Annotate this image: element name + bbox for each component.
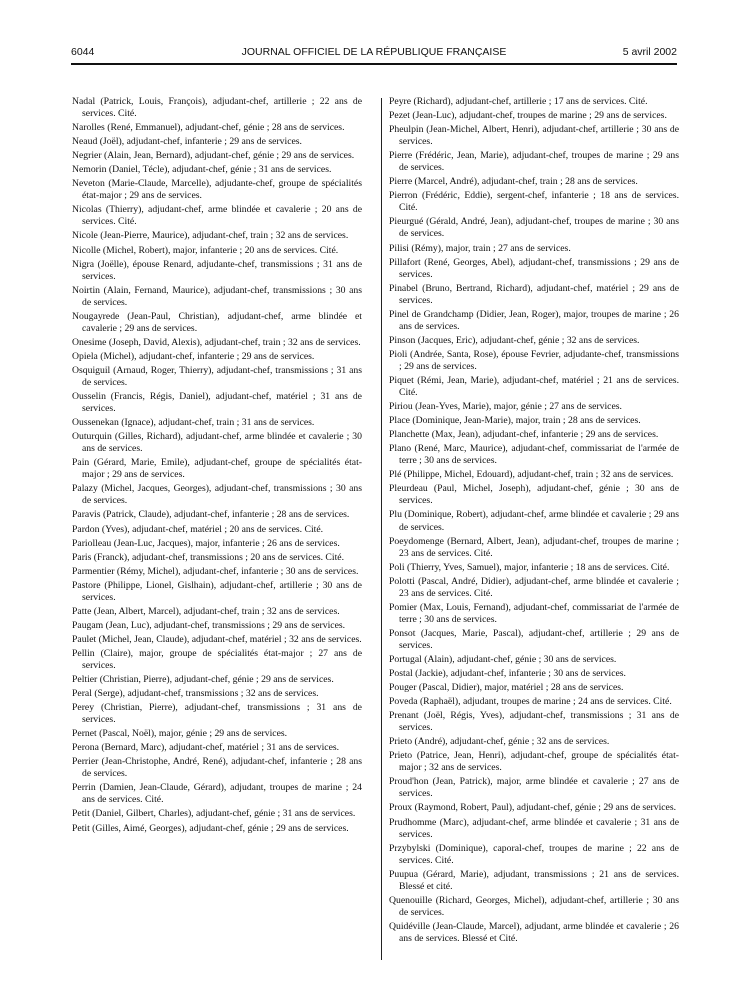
right-column — [389, 96, 679, 947]
list-entry: Oussenekan (Ignace), adjudant-chef, train ; 31 ans de services. — [72, 417, 315, 429]
list-entry: Pioli (Andrée, Santa, Rose), épouse Fevrier, adjudante-chef, transmissions ; 29 ans de services. — [389, 348, 679, 372]
list-entry: Quenouille (Richard, Georges, Michel), adjudant-chef, artillerie ; 30 ans de services. — [389, 894, 679, 918]
column-divider — [381, 98, 382, 960]
list-entry: Quidéville (Jean-Claude, Marcel), adjudant, arme blindée et cavalerie ; 26 ans de services. Blessé et Cité. — [389, 920, 679, 944]
list-entry: Peyre (Richard), adjudant-chef, artillerie ; 17 ans de services. Cité. — [389, 96, 648, 107]
list-entry: Planchette (Max, Jean), adjudant-chef, infanterie ; 29 ans de services. — [389, 429, 659, 441]
list-entry: Pleurdeau (Paul, Michel, Joseph), adjudant-chef, génie ; 30 ans de services. — [389, 483, 679, 507]
list-entry: Pouger (Pascal, Didier), major, matériel ; 28 ans de services. — [389, 682, 624, 694]
list-entry: Nicole (Jean-Pierre, Maurice), adjudant-chef, train ; 32 ans de services. — [72, 230, 349, 242]
list-entry: Peral (Serge), adjudant-chef, transmissions ; 32 ans de services. — [72, 688, 319, 700]
list-entry: Pierre (Frédéric, Jean, Marie), adjudant-chef, troupes de marine ; 29 ans de services. — [389, 150, 679, 174]
list-entry: Pieurgué (Gérald, André, Jean), adjudant-chef, troupes de marine ; 30 ans de services. — [389, 216, 679, 240]
list-entry: Paugam (Jean, Luc), adjudant-chef, transmissions ; 29 ans de services. — [72, 619, 346, 631]
list-entry: Peltier (Christian, Pierre), adjudant-chef, génie ; 29 ans de services. — [72, 674, 334, 686]
list-entry: Pardon (Yves), adjudant-chef, matériel ; 20 ans de services. Cité. — [72, 523, 324, 535]
left-column — [72, 96, 362, 837]
list-entry: Polotti (Pascal, André, Didier), adjudant-chef, arme blindée et cavalerie ; 23 ans de services. Cité. — [389, 575, 679, 599]
list-entry: Pellin (Claire), major, groupe de spécialités état-major ; 27 ans de services. — [72, 647, 362, 671]
list-entry: Nigra (Joëlle), épouse Renard, adjudante-chef, transmissions ; 31 ans de services. — [72, 258, 362, 282]
list-entry: Poli (Thierry, Yves, Samuel), major, infanterie ; 18 ans de services. Cité. — [389, 561, 670, 573]
list-entry: Piriou (Jean-Yves, Marie), major, génie ; 27 ans de services. — [389, 401, 622, 413]
list-entry: Proux (Raymond, Robert, Paul), adjudant-chef, génie ; 29 ans de services. — [389, 802, 677, 814]
list-entry: Petit (Gilles, Aimé, Georges), adjudant-chef, génie ; 29 ans de services. — [72, 822, 349, 834]
list-entry: Pierre (Marcel, André), adjudant-chef, train ; 28 ans de services. — [389, 176, 638, 188]
list-entry: Perona (Bernard, Marc), adjudant-chef, matériel ; 31 ans de services. — [72, 742, 340, 754]
list-entry: Paris (Franck), adjudant-chef, transmissions ; 20 ans de services. Cité. — [72, 551, 344, 563]
list-entry: Nemorin (Daniel, Técle), adjudant-chef, génie ; 31 ans de services. — [72, 164, 332, 176]
list-entry: Pinson (Jacques, Eric), adjudant-chef, génie ; 32 ans de services. — [389, 334, 640, 346]
list-entry: Narolles (René, Emmanuel), adjudant-chef, génie ; 28 ans de services. — [72, 122, 345, 134]
list-entry: Pastore (Philippe, Lionel, Gislhain), adjudant-chef, artillerie ; 30 ans de services. — [72, 579, 362, 603]
list-entry: Prudhomme (Marc), adjudant-chef, arme blindée et cavalerie ; 31 ans de services. — [389, 816, 679, 840]
list-entry: Pillafort (René, Georges, Abel), adjudant-chef, transmissions ; 29 ans de services. — [389, 256, 679, 280]
list-entry: Neveton (Marie-Claude, Marcelle), adjudante-chef, groupe de spécialités état-major ; 29 ans de services. — [72, 178, 362, 202]
list-entry: Prieto (André), adjudant-chef, génie ; 32 ans de services. — [389, 736, 610, 748]
list-entry: Paravis (Patrick, Claude), adjudant-chef, infanterie ; 28 ans de services. — [72, 509, 350, 521]
list-entry: Petit (Daniel, Gilbert, Charles), adjudant-chef, génie ; 31 ans de services. — [72, 808, 356, 820]
page-number: 6044 — [71, 46, 95, 58]
list-entry: Perey (Christian, Pierre), adjudant-chef, transmissions ; 31 ans de services. — [72, 702, 362, 726]
list-entry: Prenant (Joël, Régis, Yves), adjudant-chef, transmissions ; 31 ans de services. — [389, 710, 679, 734]
list-entry: Neaud (Joël), adjudant-chef, infanterie ; 29 ans de services. — [72, 136, 302, 148]
journal-title: JOURNAL OFFICIEL DE LA RÉPUBLIQUE FRANÇAISE — [241, 46, 507, 58]
list-entry: Nicolas (Thierry), adjudant-chef, arme blindée et cavalerie ; 20 ans de services. Cité. — [72, 204, 362, 228]
list-entry: Przybylski (Dominique), caporal-chef, troupes de marine ; 22 ans de services. Cité. — [389, 842, 679, 866]
list-entry: Plano (René, Marc, Maurice), adjudant-chef, commissariat de l'armée de terre ; 30 ans de services. — [389, 443, 679, 467]
list-entry: Patte (Jean, Albert, Marcel), adjudant-chef, train ; 32 ans de services. — [72, 605, 340, 617]
list-entry: Pilisi (Rémy), major, train ; 27 ans de services. — [389, 242, 571, 254]
page-header — [71, 46, 677, 62]
list-entry: Nadal (Patrick, Louis, François), adjudant-chef, artillerie ; 22 ans de services. Cité. — [72, 96, 362, 120]
list-entry: Postal (Jackie), adjudant-chef, infanterie ; 30 ans de services. — [389, 668, 626, 680]
list-entry: Pain (Gérard, Marie, Emile), adjudant-chef, groupe de spécialités état-major ; 29 ans de services. — [72, 457, 362, 481]
list-entry: Pierron (Frédéric, Eddie), sergent-chef, infanterie ; 18 ans de services. Cité. — [389, 190, 679, 214]
list-entry: Pariolleau (Jean-Luc, Jacques), major, infanterie ; 26 ans de services. — [72, 537, 340, 549]
header-rule — [71, 63, 677, 65]
list-entry: Plu (Dominique, Robert), adjudant-chef, arme blindée et cavalerie ; 29 ans de services. — [389, 509, 679, 533]
list-entry: Negrier (Alain, Jean, Bernard), adjudant-chef, génie ; 29 ans de services. — [72, 150, 355, 162]
list-entry: Nougayrede (Jean-Paul, Christian), adjudant-chef, arme blindée et cavalerie ; 29 ans de services. — [72, 310, 362, 334]
list-entry: Perrin (Damien, Jean-Claude, Gérard), adjudant, troupes de marine ; 24 ans de services. Cité. — [72, 782, 362, 806]
list-entry: Poeydomenge (Bernard, Albert, Jean), adjudant-chef, troupes de marine ; 23 ans de services. Cité. — [389, 535, 679, 559]
list-entry: Plé (Philippe, Michel, Edouard), adjudant-chef, train ; 32 ans de services. — [389, 469, 674, 481]
list-entry: Osquiguil (Arnaud, Roger, Thierry), adjudant-chef, transmissions ; 31 ans de services. — [72, 364, 362, 388]
list-entry: Prieto (Patrice, Jean, Henri), adjudant-chef, groupe de spécialités état-major ; 32 ans de services. — [389, 750, 679, 774]
list-entry: Poveda (Raphaël), adjudant, troupes de marine ; 24 ans de services. Cité. — [389, 696, 672, 708]
list-entry: Puupua (Gérard, Marie), adjudant, transmissions ; 21 ans de services. Blessé et cité. — [389, 868, 679, 892]
list-entry: Onesime (Joseph, David, Alexis), adjudant-chef, train ; 32 ans de services. — [72, 336, 361, 348]
list-entry: Noirtin (Alain, Fernand, Maurice), adjudant-chef, transmissions ; 30 ans de services. — [72, 284, 362, 308]
list-entry: Nicolle (Michel, Robert), major, infanterie ; 20 ans de services. Cité. — [72, 244, 339, 256]
list-entry: Parmentier (Rémy, Michel), adjudant-chef, infanterie ; 30 ans de services. — [72, 565, 359, 577]
list-entry: Piquet (Rémi, Jean, Marie), adjudant-chef, matériel ; 21 ans de services. Cité. — [389, 374, 679, 399]
list-entry: Proud'hon (Jean, Patrick), major, arme blindée et cavalerie ; 27 ans de services. — [389, 776, 679, 800]
list-entry: Portugal (Alain), adjudant-chef, génie ; 30 ans de services. — [389, 653, 617, 665]
list-entry: Ponsot (Jacques, Marie, Pascal), adjudant-chef, artillerie ; 29 ans de services. — [389, 627, 679, 651]
list-entry: Pezet (Jean-Luc), adjudant-chef, troupes de marine ; 29 ans de services. — [389, 110, 667, 122]
list-entry: Place (Dominique, Jean-Marie), major, train ; 28 ans de services. — [389, 415, 641, 427]
list-entry: Pomier (Max, Louis, Fernand), adjudant-chef, commissariat de l'armée de terre ; 30 ans de services. — [389, 601, 679, 625]
list-entry: Ousselin (Francis, Régis, Daniel), adjudant-chef, matériel ; 31 ans de services. — [72, 391, 362, 415]
list-entry: Pheulpin (Jean-Michel, Albert, Henri), adjudant-chef, artillerie ; 30 ans de services. — [389, 124, 679, 148]
list-entry: Pinabel (Bruno, Bertrand, Richard), adjudant-chef, matériel ; 29 ans de services. — [389, 282, 679, 306]
list-entry: Paulet (Michel, Jean, Claude), adjudant-chef, matériel ; 32 ans de services. — [72, 633, 362, 645]
list-entry: Outurquin (Gilles, Richard), adjudant-chef, arme blindée et cavalerie ; 30 ans de services. — [72, 431, 362, 455]
list-entry: Perrier (Jean-Christophe, André, René), adjudant-chef, infanterie ; 28 ans de services. — [72, 756, 362, 780]
list-entry: Pernet (Pascal, Noël), major, génie ; 29 ans de services. — [72, 728, 288, 740]
list-entry: Pinel de Grandchamp (Didier, Jean, Roger), major, troupes de marine ; 26 ans de services. — [389, 308, 679, 332]
list-entry: Palazy (Michel, Jacques, Georges), adjudant-chef, transmissions ; 30 ans de services. — [72, 483, 362, 507]
publication-date: 5 avril 2002 — [622, 46, 677, 58]
list-entry: Opiela (Michel), adjudant-chef, infanterie ; 29 ans de services. — [72, 350, 315, 362]
